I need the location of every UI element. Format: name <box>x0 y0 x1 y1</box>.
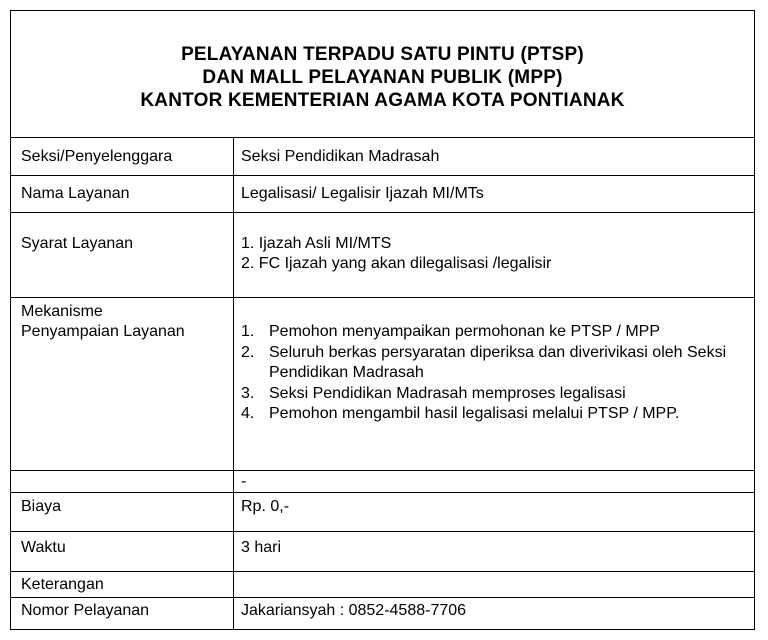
row-label: Keterangan <box>21 576 104 593</box>
list-item <box>241 343 739 384</box>
item-text: Seksi Pendidikan Madrasah memproses legalisasi <box>269 384 626 402</box>
header-line-1: PELAYANAN TERPADU SATU PINTU (PTSP) <box>181 43 584 65</box>
row-label: Biaya <box>21 498 62 515</box>
item-number: 4. <box>241 405 255 422</box>
row-value: Seksi Pendidikan Madrasah <box>241 148 440 165</box>
header-line-3: KANTOR KEMENTERIAN AGAMA KOTA PONTIANAK <box>140 89 625 111</box>
row-dash <box>11 471 754 493</box>
row-label: Nomor Pelayanan <box>21 602 150 619</box>
row-value: 3 hari <box>241 539 282 556</box>
mechanism-list <box>241 322 739 425</box>
row-value: Jakariansyah : 0852-4588-7706 <box>241 602 467 619</box>
item-number: 3. <box>241 384 255 402</box>
item-number: 2. <box>241 343 255 361</box>
list-item <box>241 404 739 425</box>
requirements-list <box>241 234 551 274</box>
row-syarat-layanan <box>11 213 754 298</box>
item-number: 1. <box>241 323 255 340</box>
document-header <box>11 11 754 138</box>
row-nomor-pelayanan <box>11 598 754 629</box>
list-item: 2. FC Ijazah yang akan dilegalisasi /legalisir <box>241 255 552 272</box>
row-value: Legalisasi/ Legalisir Ijazah MI/MTs <box>241 185 484 202</box>
row-label: Nama Layanan <box>21 185 130 202</box>
row-value: Rp. 0,- <box>241 498 290 515</box>
row-biaya <box>11 493 754 532</box>
row-label: Seksi/Penyelenggara <box>21 148 173 165</box>
item-text: Pemohon menyampaikan permohonan ke PTSP / MPP <box>269 323 661 340</box>
row-label <box>21 302 185 342</box>
label-line: Mekanisme <box>21 303 103 320</box>
list-item <box>241 322 739 343</box>
item-text: Seluruh berkas persyaratan diperiksa dan diverivikasi oleh Seksi Pendidikan Madrasah <box>269 343 727 381</box>
row-label: Syarat Layanan <box>21 235 134 252</box>
row-waktu <box>11 532 754 572</box>
header-line-2: DAN MALL PELAYANAN PUBLIK (MPP) <box>202 66 563 88</box>
item-text: Pemohon mengambil hasil legalisasi melalui PTSP / MPP. <box>269 405 680 422</box>
row-mekanisme <box>11 298 754 471</box>
row-seksi <box>11 138 754 176</box>
row-value: - <box>241 473 247 490</box>
row-keterangan <box>11 572 754 598</box>
label-line: Penyampaian Layanan <box>21 323 185 340</box>
row-label: Waktu <box>21 539 66 556</box>
service-info-table <box>10 10 755 630</box>
list-item: 1. Ijazah Asli MI/MTS <box>241 235 392 252</box>
row-nama-layanan <box>11 176 754 213</box>
list-item <box>241 384 739 405</box>
